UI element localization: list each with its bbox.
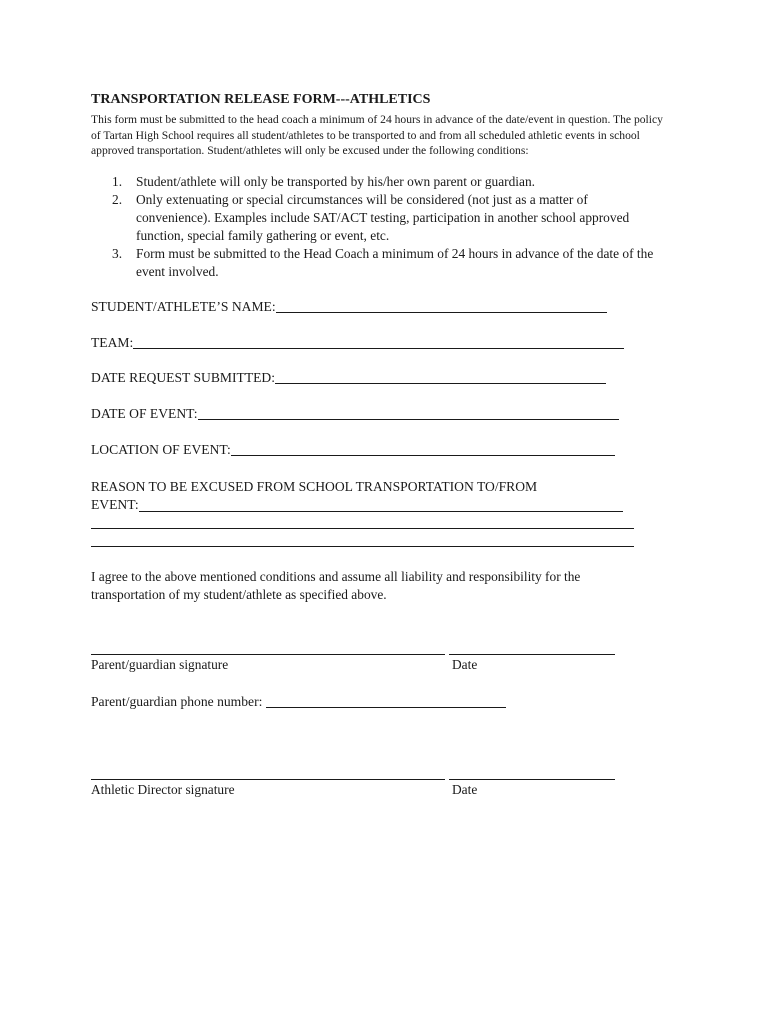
ad-signature-line[interactable] — [91, 779, 445, 780]
date-submitted-input[interactable] — [275, 369, 606, 384]
parent-signature-line[interactable] — [91, 654, 445, 655]
condition-number: 2. — [112, 192, 123, 207]
condition-item — [91, 173, 661, 191]
reason-input[interactable] — [139, 497, 623, 512]
reason-label-line1: REASON TO BE EXCUSED FROM SCHOOL TRANSPORTATION TO/FROM — [91, 479, 538, 494]
reason-label — [91, 478, 651, 514]
condition-text: Only extenuating or special circumstances will be considered (not just as a matter of convenience). Examples include SAT/ACT testing, participation in another school approved function, special family gathering or event, etc. — [136, 192, 630, 243]
condition-number: 1. — [112, 174, 123, 189]
reason-label-line2: EVENT: — [91, 497, 139, 512]
parent-signature-label: Parent/guardian signature — [91, 657, 229, 672]
condition-item — [91, 191, 661, 245]
parent-date-line[interactable] — [449, 654, 615, 655]
parent-date-label: Date — [452, 657, 478, 672]
date-submitted-label: DATE REQUEST SUBMITTED: — [91, 370, 276, 385]
location-event-label: LOCATION OF EVENT: — [91, 442, 231, 457]
parent-phone-input[interactable] — [266, 693, 506, 708]
ad-signature-label: Athletic Director signature — [91, 782, 235, 797]
conditions-list — [91, 173, 661, 281]
location-event-input[interactable] — [231, 441, 615, 456]
parent-phone-field — [91, 693, 506, 710]
parent-phone-label: Parent/guardian phone number: — [91, 694, 263, 709]
ad-date-label: Date — [452, 782, 478, 797]
reason-first-row — [91, 496, 651, 514]
team-label: TEAM: — [91, 335, 134, 350]
date-event-input[interactable] — [198, 405, 619, 420]
student-name-field — [91, 298, 607, 315]
intro-paragraph: This form must be submitted to the head coach a minimum of 24 hours in advance of the date/event in question. The policy of Tartan High School requires all student/athletes to be transported to and from all scheduled athletic events in school approved transportation. Student/athletes will only be excused under the following conditions: — [91, 113, 663, 158]
team-input[interactable] — [133, 334, 624, 349]
student-name-label: STUDENT/ATHLETE’S NAME: — [91, 299, 276, 314]
condition-item — [91, 245, 661, 281]
team-field — [91, 334, 624, 351]
ad-date-line[interactable] — [449, 779, 615, 780]
condition-text: Form must be submitted to the Head Coach a minimum of 24 hours in advance of the date of the event involved. — [136, 246, 654, 279]
reason-line-2[interactable] — [91, 528, 634, 529]
date-submitted-field — [91, 369, 606, 386]
condition-number: 3. — [112, 246, 123, 261]
location-event-field — [91, 441, 615, 458]
date-event-field — [91, 405, 619, 422]
condition-text: Student/athlete will only be transported by his/her own parent or guardian. — [136, 174, 536, 189]
student-name-input[interactable] — [276, 298, 607, 313]
agreement-text: I agree to the above mentioned conditions and assume all liability and responsibility for the transportation of my student/athlete as specified above. — [91, 569, 581, 602]
reason-line-3[interactable] — [91, 546, 634, 547]
form-title: TRANSPORTATION RELEASE FORM---ATHLETICS — [91, 92, 431, 107]
date-event-label: DATE OF EVENT: — [91, 406, 198, 421]
